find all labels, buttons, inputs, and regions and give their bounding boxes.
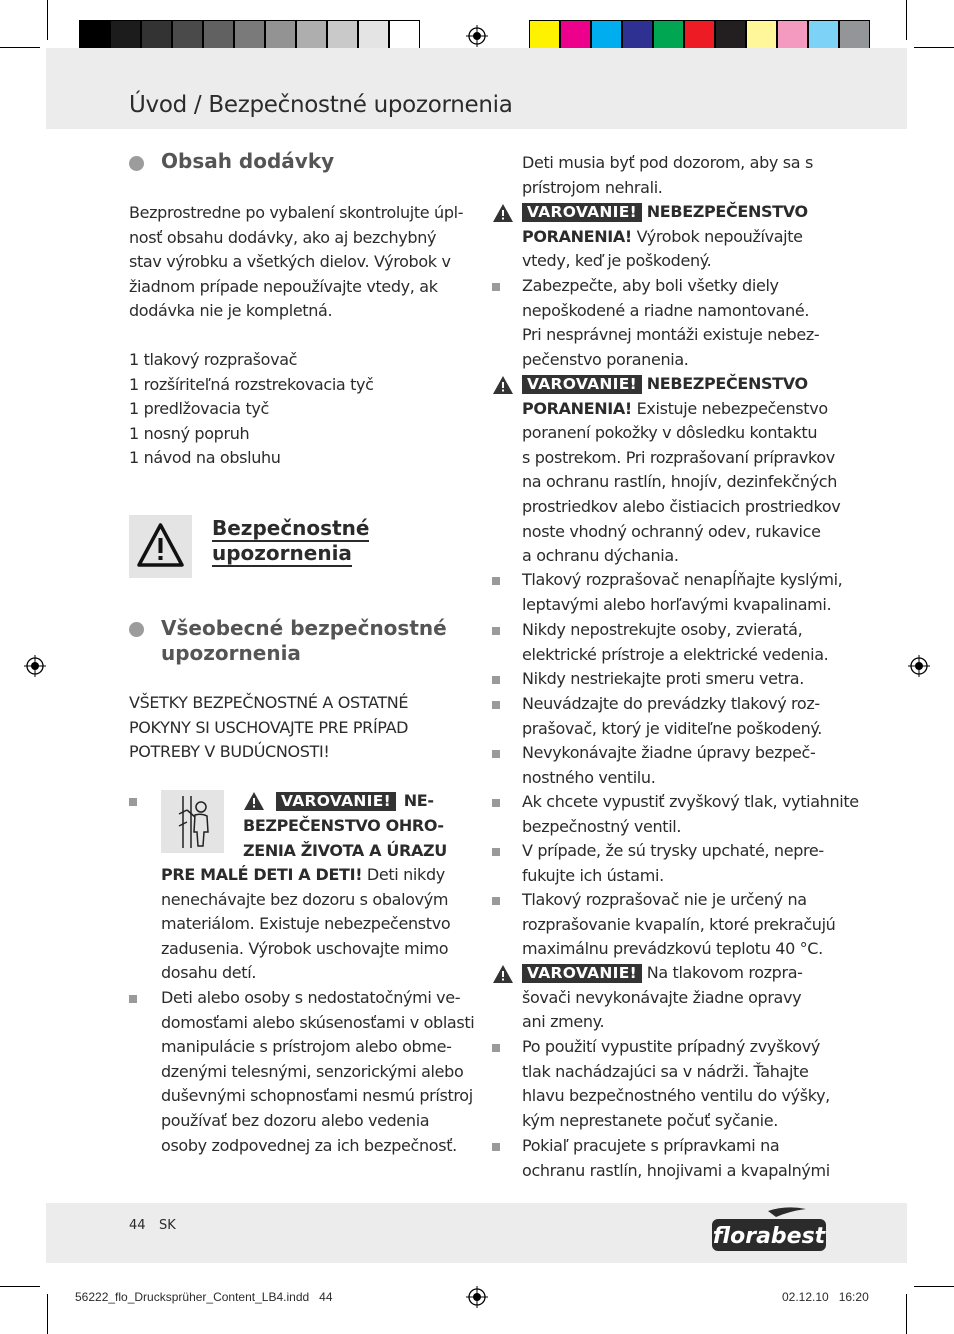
color-swatch [358, 20, 389, 51]
color-swatch [172, 20, 203, 51]
bullet-square-icon [492, 799, 500, 807]
bullet-square-icon [129, 995, 137, 1003]
list-item: Nikdy nestriekajte proti smeru vetra. [522, 669, 804, 688]
bullet-square-icon [492, 701, 500, 709]
page-title: Úvod / Bezpečnostné upozornenia [129, 92, 513, 118]
bullet-square-icon [492, 848, 500, 856]
child-warning-body: PRE MALÉ DETI A DETI! Deti nikdy nenechávajte bez dozoru s obalovým materiálom. Existuje nebezpečenstvo zadusenia. Výrobok uschovajte mimo dosahu detí. [161, 865, 451, 983]
color-swatch [110, 20, 141, 51]
warning-triangle-icon [243, 791, 265, 811]
list-item: Deti alebo osoby s nedostatočnými ve- domosťami alebo skúsenosťami v oblasti manipulácie s prístrojom alebo obme- dzenými telesnými, senzorickými alebo duševnými schopnosťami nesmú prístroj používať bez dozoru alebo vedenia osoby zodpovednej za ich bezpečnosť. [161, 988, 475, 1155]
bullet-square-icon [492, 750, 500, 758]
color-swatch [808, 20, 839, 51]
registration-mark-bottom-icon [466, 1286, 488, 1308]
print-slug-date: 02.12.10 16:20 [782, 1290, 869, 1304]
florabest-logo [710, 1205, 828, 1255]
warning-triangle-icon [492, 375, 514, 395]
bullet-square-icon [492, 283, 500, 291]
continued-text: Deti musia byť pod dozorom, aby sa s prístrojom nehrali. [522, 153, 813, 197]
svg-text:florabest: florabest [712, 1224, 826, 1249]
color-swatch [622, 20, 653, 51]
warning-badge: VAROVANIE! [522, 964, 642, 983]
list-item: Ak chcete vypustiť zvyškový tlak, vytiahnite bezpečnostný ventil. [522, 792, 859, 836]
color-swatch [265, 20, 296, 51]
list-item: Po použití vypustite prípadný zvyškový tlak nachádzajúci sa v nádrži. Ťahajte hlavu bezpečnostného ventilu do výšky, kým neprestanete počuť syčanie. [522, 1037, 830, 1130]
list-item: V prípade, že sú trysky upchaté, nepre- fukujte ich ústami. [522, 841, 824, 885]
color-swatch [560, 20, 591, 51]
list-item: Tlakový rozprašovač nie je určený na rozprašovanie kvapalín, ktoré prekračujú maximálnu prevádzkovú teplotu 40 °C. [522, 890, 836, 959]
color-swatch [653, 20, 684, 51]
list-item: 1 nosný popruh [129, 423, 250, 443]
child-warning-head: VAROVANIE! NE- [276, 789, 434, 814]
warning-badge: VAROVANIE! [276, 792, 396, 811]
language-code: SK [159, 1218, 176, 1233]
color-swatch [715, 20, 746, 51]
contents-list [129, 348, 374, 471]
bullet-square-icon [492, 897, 500, 905]
warning-triangle-icon [492, 964, 514, 984]
list-item: Nevykonávajte žiadne úpravy bezpeč- nostného ventilu. [522, 743, 816, 787]
list-item: Nikdy nepostrekujte osoby, zvieratá, elektrické prístroje a elektrické vedenia. [522, 620, 829, 664]
list-item: Tlakový rozprašovač nenapĺňajte kyslými, leptavými alebo horľavými kvapalinami. [522, 570, 843, 614]
color-swatch [529, 20, 560, 51]
section-title-general-safety: Všeobecné bezpečnostné upozornenia [161, 616, 447, 665]
bullet-square-icon [492, 627, 500, 635]
print-slug-file: 56222_flo_Drucksprüher_Content_LB4.indd 44 [75, 1290, 333, 1304]
registration-mark-left-icon [24, 655, 46, 677]
warning-badge: VAROVANIE! [522, 375, 642, 394]
section-title-safety: Bezpečnostné upozornenia [212, 516, 370, 565]
list-item: Zabezpečte, aby boli všetky diely nepoškodené a riadne namontované. Pri nesprávnej montáži existuje nebez- pečenstvo poranenia. [522, 276, 820, 369]
registration-mark-top-icon [466, 25, 488, 47]
color-swatch [327, 20, 358, 51]
child-danger-icon [161, 790, 224, 853]
color-swatch [777, 20, 808, 51]
list-item: 1 návod na obsluhu [129, 448, 281, 468]
color-swatch [389, 20, 420, 51]
keep-instructions-notice: VŠETKY BEZPEČNOSTNÉ A OSTATNÉ POKYNY SI USCHOVAJTE PRE PRÍPAD POTREBY V BUDÚCNOSTI! [129, 693, 409, 762]
list-item: 1 rozšíriteľná rozstrekovacia tyč [129, 374, 374, 394]
child-warning-lines: BEZPEČENSTVO OHRO- ZENIA ŽIVOTA A ÚRAZU [243, 816, 447, 860]
section-bullet-icon [129, 156, 144, 171]
bullet-square-icon [492, 676, 500, 684]
bullet-square-icon [492, 577, 500, 585]
warning-block: VAROVANIE! NEBEZPEČENSTVO PORANENIA! Výrobok nepoužívajte vtedy, keď je poškodený. [522, 202, 808, 271]
color-swatch [141, 20, 172, 51]
warning-block: VAROVANIE! NEBEZPEČENSTVO PORANENIA! Existuje nebezpečenstvo poranení pokožky v dôsledku kontaktu s postrekom. Pri rozprašovaní prípravkov na ochranu rastlín, hnojív, dezinfekčných prostriedkov alebo čistiacich prostriedkov noste vhodný ochranný odev, rukavice a ochranu dýchania. [522, 374, 841, 566]
warning-triangle-icon [492, 203, 514, 223]
bullet-square-icon [129, 798, 137, 806]
color-swatch [234, 20, 265, 51]
section-title-contents: Obsah dodávky [161, 149, 335, 173]
list-item: 1 tlakový rozprašovač [129, 350, 298, 369]
color-swatch [684, 20, 715, 51]
warning-badge: VAROVANIE! [522, 203, 642, 222]
bullet-square-icon [492, 1044, 500, 1052]
bullet-square-icon [492, 1143, 500, 1151]
color-swatch [79, 20, 110, 51]
color-swatch [839, 20, 870, 51]
color-swatch [591, 20, 622, 51]
safety-warning-icon [129, 515, 192, 578]
color-swatch [296, 20, 327, 51]
registration-mark-right-icon [908, 655, 930, 677]
section-bullet-icon [129, 622, 144, 637]
color-swatch [203, 20, 234, 51]
contents-intro: Bezprostredne po vybalení skontrolujte úpl- nosť obsahu dodávky, ako aj bezchybný stav výrobku a všetkých dielov. Výrobok v žiadnom prípade nepoužívajte vtedy, ak dodávka nie je kompletná. [129, 203, 464, 321]
color-swatch [746, 20, 777, 51]
list-item: 1 predlžovacia tyč [129, 399, 269, 419]
page-number: 44 [129, 1218, 146, 1233]
list-item: Neuvádzajte do prevádzky tlakový roz- prašovač, ktorý je viditeľne poškodený. [522, 694, 822, 738]
list-item: Pokiaľ pracujete s prípravkami na ochranu rastlín, hnojivami a kvapalnými [522, 1136, 830, 1180]
warning-block: VAROVANIE! Na tlakovom rozpra- šovači nevykonávajte žiadne opravy ani zmeny. [522, 963, 803, 1032]
